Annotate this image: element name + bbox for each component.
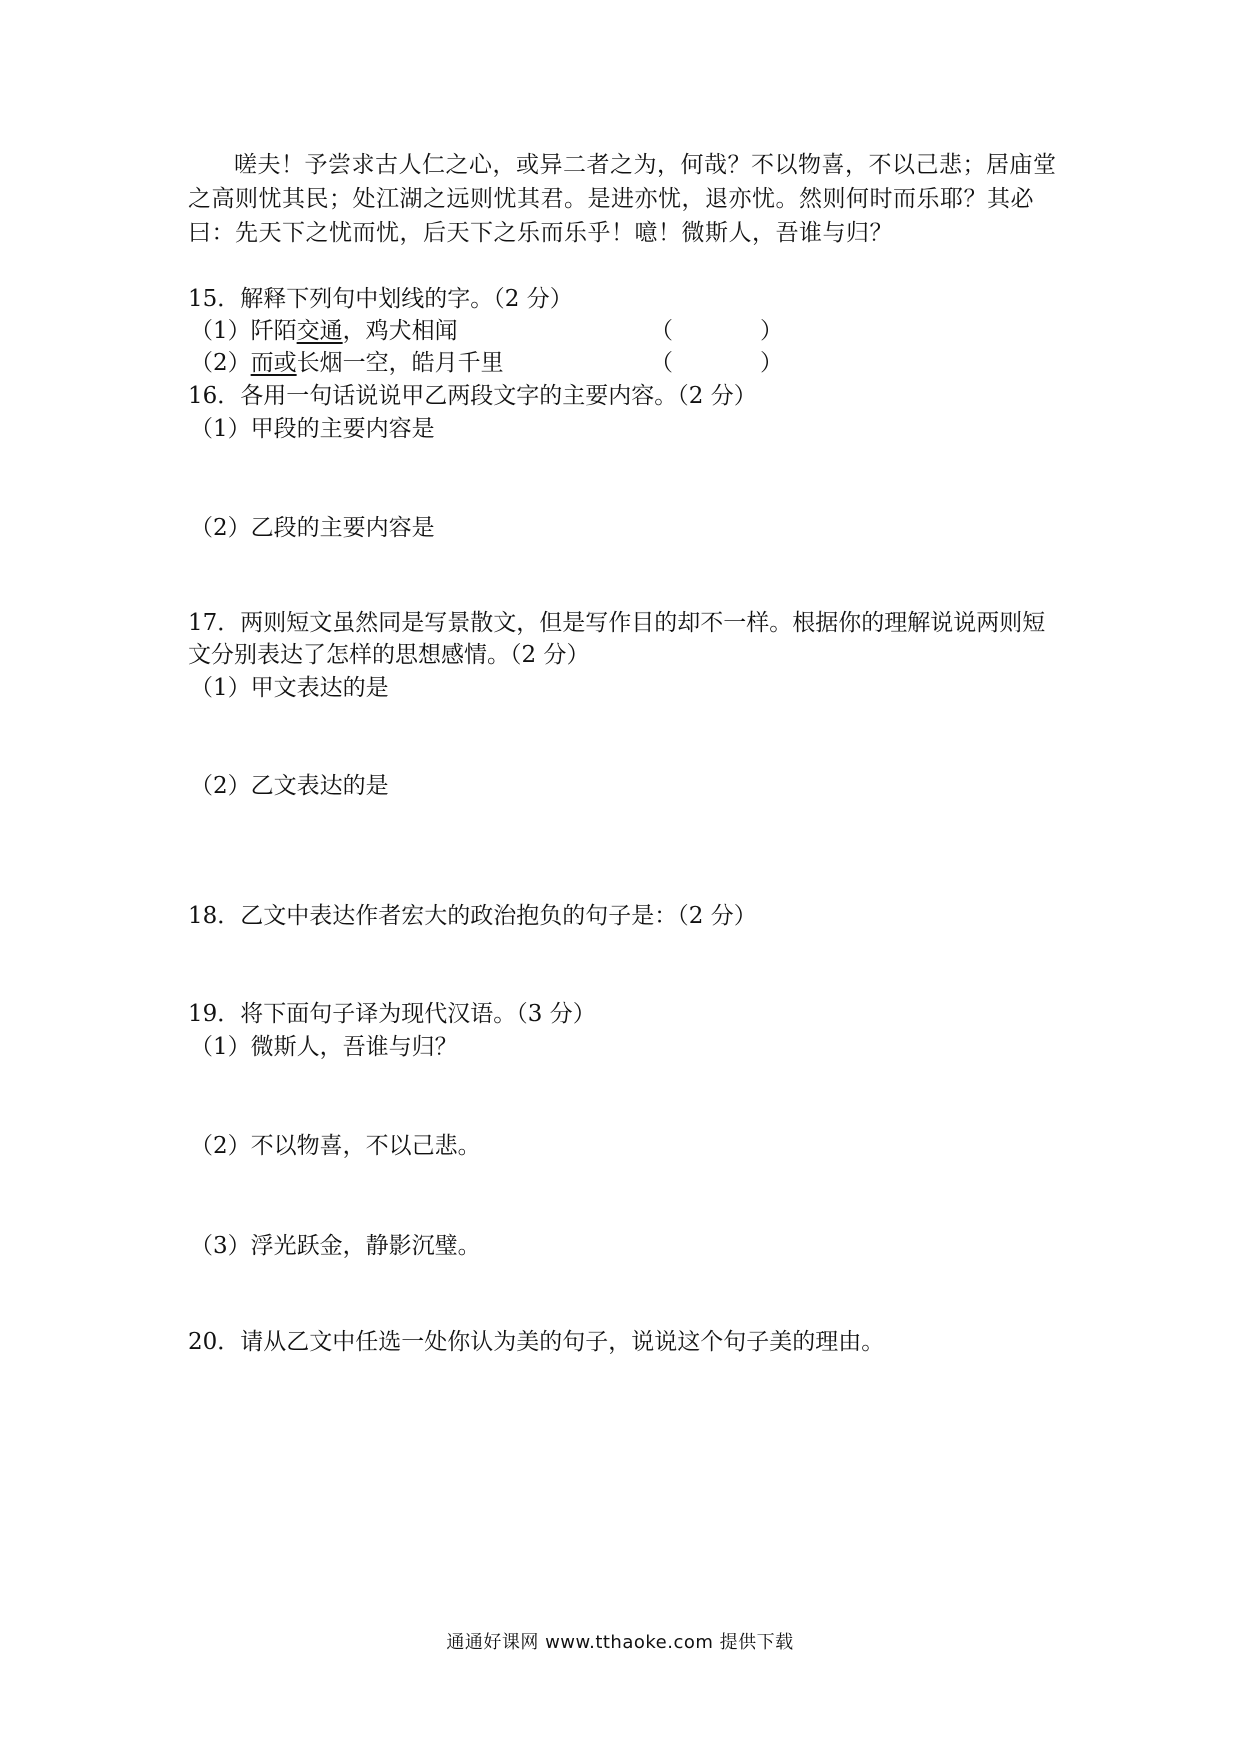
question-17-item-1: （1）甲文表达的是: [190, 675, 389, 701]
q15-item-2-blank-open: （: [650, 350, 673, 376]
page-footer: 通通好课网 www.tthaoke.com 提供下载: [446, 1632, 794, 1653]
q15-item-1-blank-open: （: [650, 318, 673, 344]
q15-item-1-blank-close: ）: [760, 318, 783, 344]
question-16-item-1: （1）甲段的主要内容是: [190, 416, 435, 442]
question-15-item-2: [190, 347, 504, 379]
q15-item-2-prefix: （2）: [190, 350, 251, 376]
question-17-item-2: （2）乙文表达的是: [190, 773, 389, 799]
question-16-item-2: （2）乙段的主要内容是: [190, 515, 435, 541]
question-19-item-1: （1）微斯人，吾谁与归？: [190, 1034, 458, 1060]
q15-item-1-prefix: （1）阡陌: [190, 318, 297, 344]
question-19-item-3: （3）浮光跃金，静影沉璧。: [190, 1233, 481, 1259]
q15-item-2-blank-close: ）: [760, 350, 783, 376]
question-16-title: 16．各用一句话说说甲乙两段文字的主要内容。（2 分）: [188, 383, 757, 409]
q15-item-1-rest: ，鸡犬相闻: [342, 318, 458, 344]
question-15-item-1: [190, 315, 458, 347]
question-17-title: 17．两则短文虽然同是写景散文，但是写作目的却不一样。根据你的理解说说两则短文分别表达了怎样的思想感情。（2 分）: [188, 610, 1046, 668]
question-15-title: 15．解释下列句中划线的字。（2 分）: [188, 286, 573, 312]
passage-paragraph: 嗟夫！予尝求古人仁之心，或异二者之为，何哉？不以物喜，不以己悲；居庙堂之高则忧其民；处江湖之远则忧其君。是进亦忧，退亦忧。然则何时而乐耶？其必曰：先天下之忧而忧，后天下之乐而乐乎！噫！微斯人，吾谁与归？: [188, 152, 1057, 246]
question-19-item-2: （2）不以物喜，不以己悲。: [190, 1133, 481, 1159]
question-20-title: 20．请从乙文中任选一处你认为美的句子，说说这个句子美的理由。: [188, 1329, 885, 1355]
q15-item-2-underlined: 而或: [250, 350, 297, 376]
q15-item-2-rest: 长烟一空，皓月千里: [296, 350, 504, 376]
q15-item-1-underlined: 交通: [296, 318, 343, 344]
question-19-title: 19．将下面句子译为现代汉语。（3 分）: [188, 1001, 596, 1027]
question-18-title: 18．乙文中表达作者宏大的政治抱负的句子是：（2 分）: [188, 903, 757, 929]
